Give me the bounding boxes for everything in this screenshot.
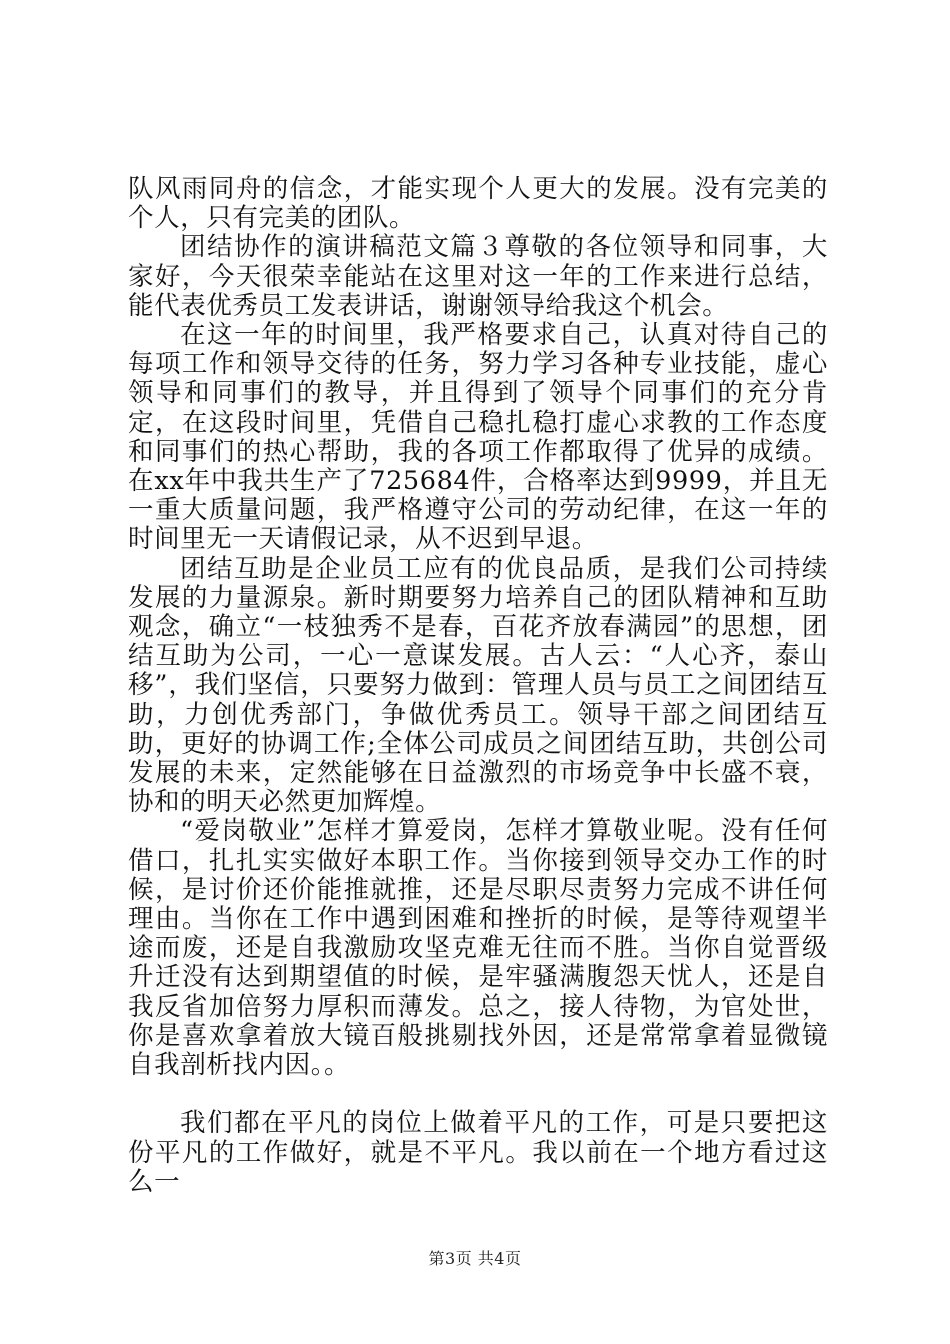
paragraph-3: 在这一年的时间里，我严格要求自己，认真对待自己的每项工作和领导交待的任务，努力学习各种专业技能，虚心领导和同事们的教导，并且得到了领导个同事们的充分肯定，在这段时间里，凭借自己稳扎稳打虚心求教的工作态度和同事们的热心帮助，我的各项工作都取得了优异的成绩。在xx年中我共生产了725684件，合格率达到9999，并且无一重大质量问题，我严格遵守公司的劳动纪律，在这一年的时间里无一天请假记录，从不迟到早退。 — [128, 320, 828, 555]
page-footer: 第3页 共4页 — [428, 1249, 522, 1268]
document-body — [128, 175, 828, 1197]
paragraph-2: 团结协作的演讲稿范文篇３尊敬的各位领导和同事，大家好，今天很荣幸能站在这里对这一年的工作来进行总结，能代表优秀员工发表讲话，谢谢领导给我这个机会。 — [128, 232, 828, 321]
paragraph-4: 团结互助是企业员工应有的优良品质，是我们公司持续发展的力量源泉。新时期要努力培养自己的团队精神和互助观念，确立“一枝独秀不是春，百花齐放春满园”的思想，团结互助为公司，一心一意谋发展。古人云：“人心齐，泰山移”，我们坚信，只要努力做到：管理人员与员工之间团结互助，力创优秀部门，争做优秀员工。领导干部之间团结互助，更好的协调工作;全体公司成员之间团结互助，共创公司发展的未来，定然能够在日益激烈的市场竞争中长盛不衰，协和的明天必然更加辉煌。 — [128, 553, 828, 818]
paragraph-6: 我们都在平凡的岗位上做着平凡的工作，可是只要把这份平凡的工作做好，就是不平凡。我以前在一个地方看过这么一 — [128, 1108, 828, 1197]
paragraph-5: “爱岗敬业”怎样才算爱岗，怎样才算敬业呢。没有任何借口，扎扎实实做好本职工作。当你接到领导交办工作的时候，是讨价还价能推就推，还是尽职尽责努力完成不讲任何理由。当你在工作中遇到困难和挫折的时候，是等待观望半途而废，还是自我激励攻坚克难无往而不胜。当你自觉晋级升迁没有达到期望值的时候，是牢骚满腹怨天忧人，还是自我反省加倍努力厚积而薄发。总之，接人待物，为官处世，你是喜欢拿着放大镜百般挑剔找外因，还是常常拿着显微镜自我剖析找内因。。 — [128, 816, 828, 1081]
paragraph-1: 队风雨同舟的信念，才能实现个人更大的发展。没有完美的个人，只有完美的团队。 — [128, 174, 828, 234]
